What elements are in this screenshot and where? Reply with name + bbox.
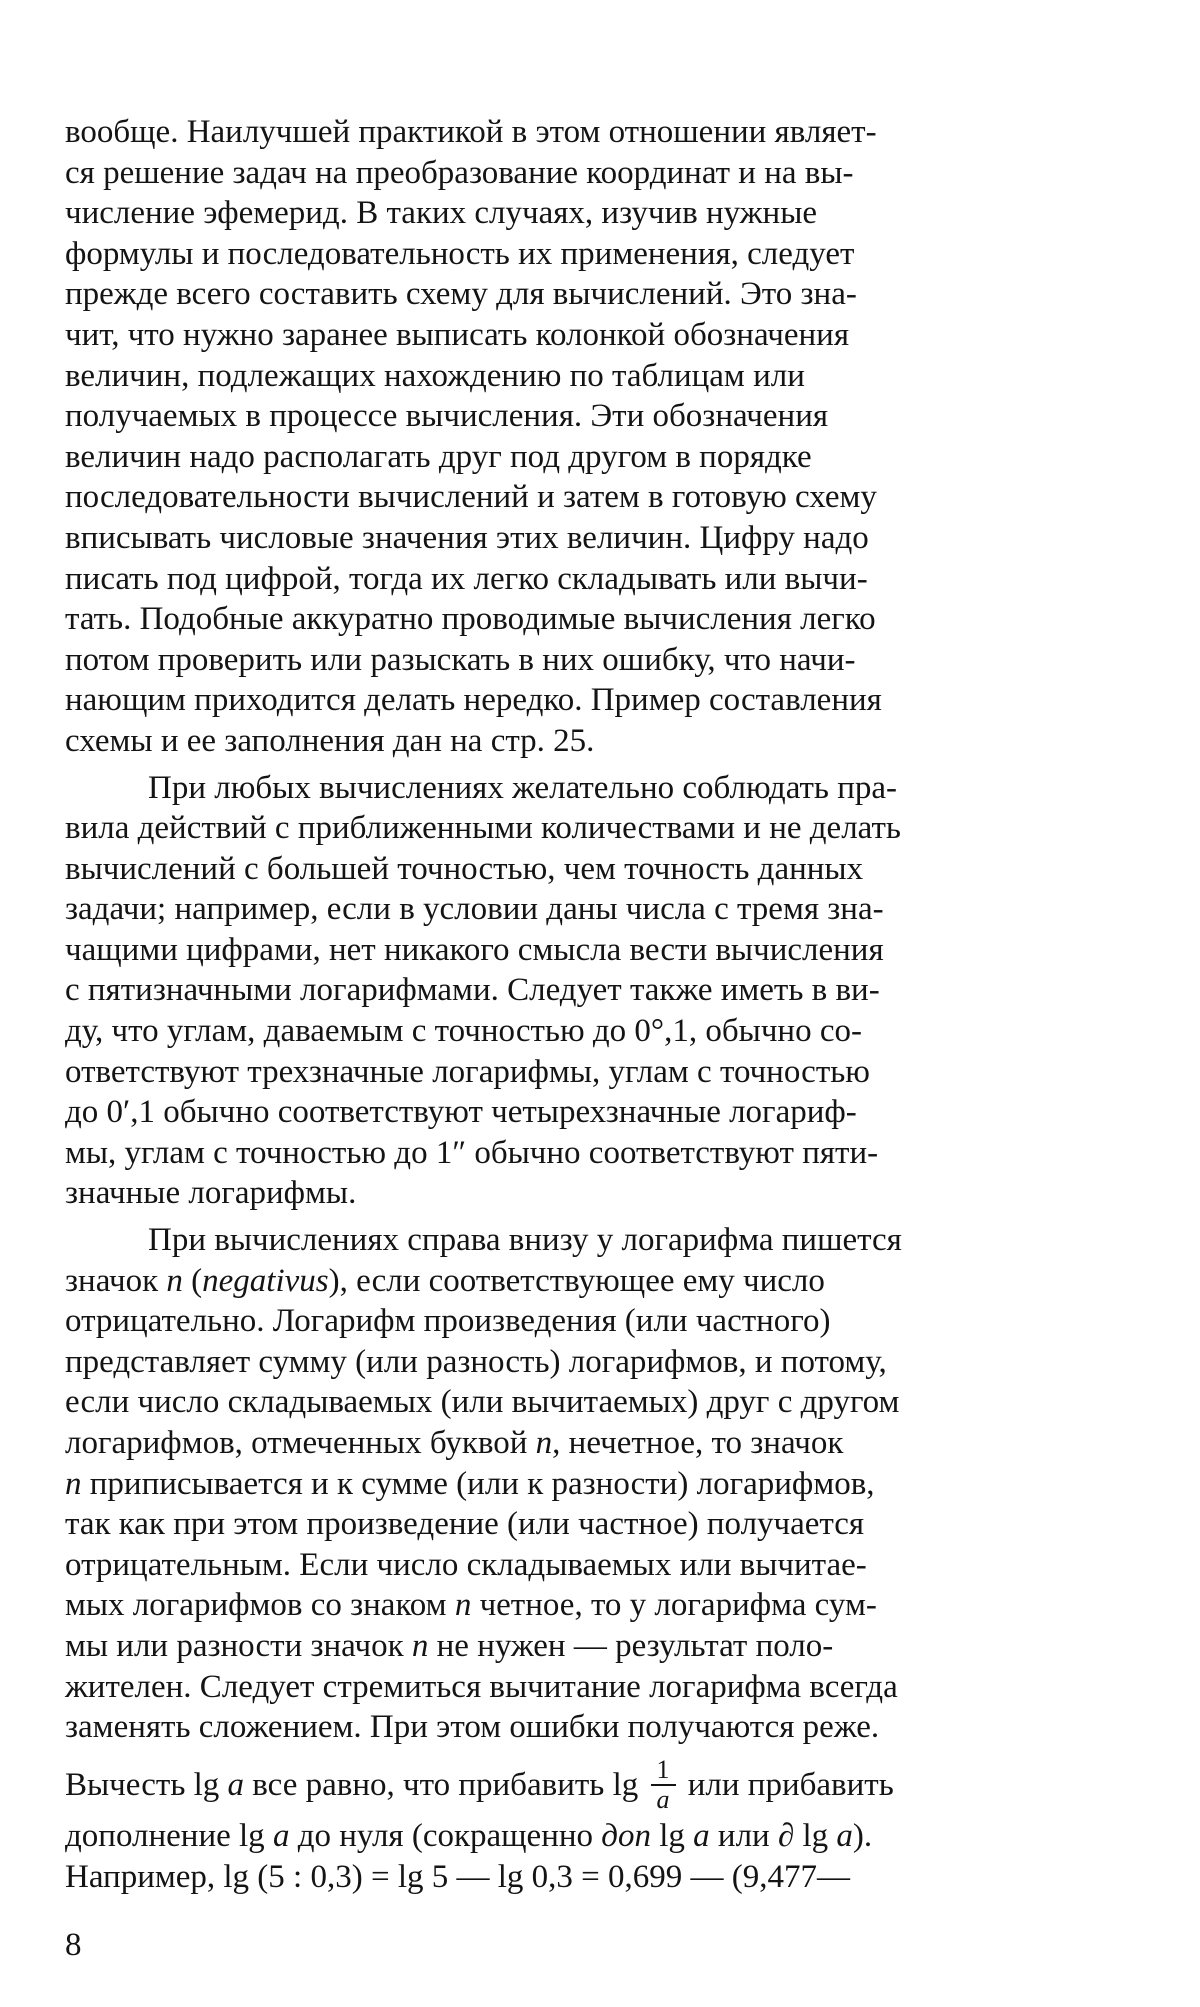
italic-symbol: n (535, 1425, 553, 1461)
text-line: последовательности вычислений и затем в готовую схему (65, 479, 877, 516)
text-segment: приписывается и к сумме (или к разности) логарифмов, (81, 1465, 875, 1502)
italic-symbol: n (411, 1627, 429, 1664)
text-line: если число складываемых (или вычитаемых) друг с другом (65, 1384, 900, 1421)
text-line: формулы и последовательность их применения, следует (65, 235, 855, 272)
text-segment: до нуля (сокращенно (289, 1818, 602, 1855)
text-segment: логарифмов, отмеченных буквой (65, 1425, 536, 1461)
paragraph-1 (65, 112, 1140, 762)
text-line: с пятизначными логарифмами. Следует также иметь в ви- (65, 972, 880, 1009)
text-line: вообще. Наилучшей практикой в этом отношении являет- (65, 114, 877, 150)
text-line: вычислений с большей точностью, чем точность данных (65, 850, 864, 887)
text-line: величин, подлежащих нахождению по таблицам или (65, 357, 805, 394)
text-line (65, 1626, 1140, 1667)
text-segment: ). (852, 1818, 873, 1855)
text-segment: значок (65, 1262, 167, 1299)
text-line: вписывать числовые значения этих величин. Цифру надо (65, 519, 869, 556)
text-line (65, 1464, 1140, 1505)
text-segment: Вычесть lg (65, 1766, 228, 1803)
text-line: потом проверить или разыскать в них ошибку, что начи- (65, 641, 856, 678)
text-segment: все равно, что прибавить lg (244, 1766, 647, 1803)
text-line: нающим приходится делать нередко. Пример составления (65, 682, 882, 719)
text-line: отрицательным. Если число складываемых или вычитае- (65, 1546, 867, 1583)
text-line: представляет сумму (или разность) логарифмов, и потому, (65, 1343, 887, 1380)
text-segment: не нужен — результат поло- (428, 1627, 834, 1664)
text-line: заменять сложением. При этом ошибки получаются реже. (65, 1709, 880, 1746)
text-segment: , нечетное, то значок (552, 1425, 844, 1461)
text-line: получаемых в процессе вычисления. Эти обозначения (65, 398, 829, 435)
text-line: числение эфемерид. В таких случаях, изучив нужные (65, 195, 818, 232)
italic-symbol: n (65, 1465, 82, 1502)
italic-term: negativus (202, 1262, 329, 1299)
text-line (65, 1261, 1140, 1302)
paragraph-3 (65, 1220, 1140, 1897)
text-line: жителен. Следует стремиться вычитание логарифма всегда (65, 1668, 898, 1705)
text-line: значные логарифмы. (65, 1175, 357, 1212)
text-line: ся решение задач на преобразование координат и на вы- (65, 154, 854, 191)
fraction-numerator: 1 (651, 1756, 676, 1786)
fraction (651, 1756, 676, 1814)
text-segment: мых логарифмов со знаком (65, 1587, 455, 1624)
italic-symbol: a (272, 1818, 290, 1855)
text-line: чит, что нужно заранее выписать колонкой обозначения (65, 316, 850, 353)
text-line: Например, lg (5 : 0,3) = lg 5 — lg 0,3 = 0,699 — (9,477— (65, 1858, 851, 1895)
text-line: до 0′,1 обычно соответствуют четырехзначные логариф- (65, 1094, 857, 1131)
page-body (65, 112, 1140, 1897)
text-line (65, 1423, 1140, 1464)
italic-symbol: n (166, 1262, 183, 1299)
text-line: задачи; например, если в условии даны числа с тремя зна- (65, 891, 884, 928)
text-line: При вычислениях справа внизу у логарифма пишется (148, 1222, 902, 1259)
text-segment: lg (650, 1818, 694, 1855)
page-number: 8 (65, 1927, 82, 1963)
italic-symbol: a (227, 1766, 245, 1803)
formula-line (65, 1756, 1140, 1816)
text-segment: ( (182, 1262, 203, 1299)
text-line (65, 1816, 1140, 1857)
italic-term: доп (601, 1818, 651, 1855)
text-line: мы, углам с точностью до 1″ обычно соответствуют пяти- (65, 1134, 879, 1171)
paragraph-2 (65, 768, 1140, 1215)
text-segment: или ∂ lg (709, 1818, 837, 1855)
text-line: При любых вычислениях желательно соблюдать пра- (148, 769, 898, 806)
text-line: прежде всего составить схему для вычислений. Это зна- (65, 276, 857, 313)
text-segment: дополнение lg (65, 1818, 273, 1855)
text-line: писать под цифрой, тогда их легко складывать или вычи- (65, 560, 868, 597)
text-line: схемы и ее заполнения дан на стр. 25. (65, 722, 595, 759)
text-line: чащими цифрами, нет никакого смысла вести вычисления (65, 931, 884, 968)
text-segment: или прибавить (679, 1766, 894, 1803)
italic-symbol: n (454, 1587, 472, 1624)
italic-symbol: a (836, 1818, 853, 1855)
text-line: вила действий с приближенными количествами и не делать (65, 810, 901, 847)
text-line: тать. Подобные аккуратно проводимые вычисления легко (65, 601, 876, 638)
text-line: отрицательно. Логарифм произведения (или частного) (65, 1303, 831, 1340)
text-line: величин надо располагать друг под другом в порядке (65, 438, 812, 475)
text-line: так как при этом произведение (или частное) получается (65, 1506, 865, 1543)
text-line: ду, что углам, даваемым с точностью до 0°,1, обычно со- (65, 1013, 862, 1050)
text-segment: четное, то у логарифма сум- (471, 1587, 877, 1624)
text-line (65, 1585, 1140, 1626)
text-line: ответствуют трехзначные логарифмы, углам с точностью (65, 1053, 870, 1090)
italic-symbol: a (693, 1818, 710, 1855)
fraction-denominator: a (656, 1785, 670, 1815)
text-segment: ), если соответствующее ему число (328, 1262, 825, 1299)
text-segment: мы или разности значок (65, 1627, 412, 1664)
